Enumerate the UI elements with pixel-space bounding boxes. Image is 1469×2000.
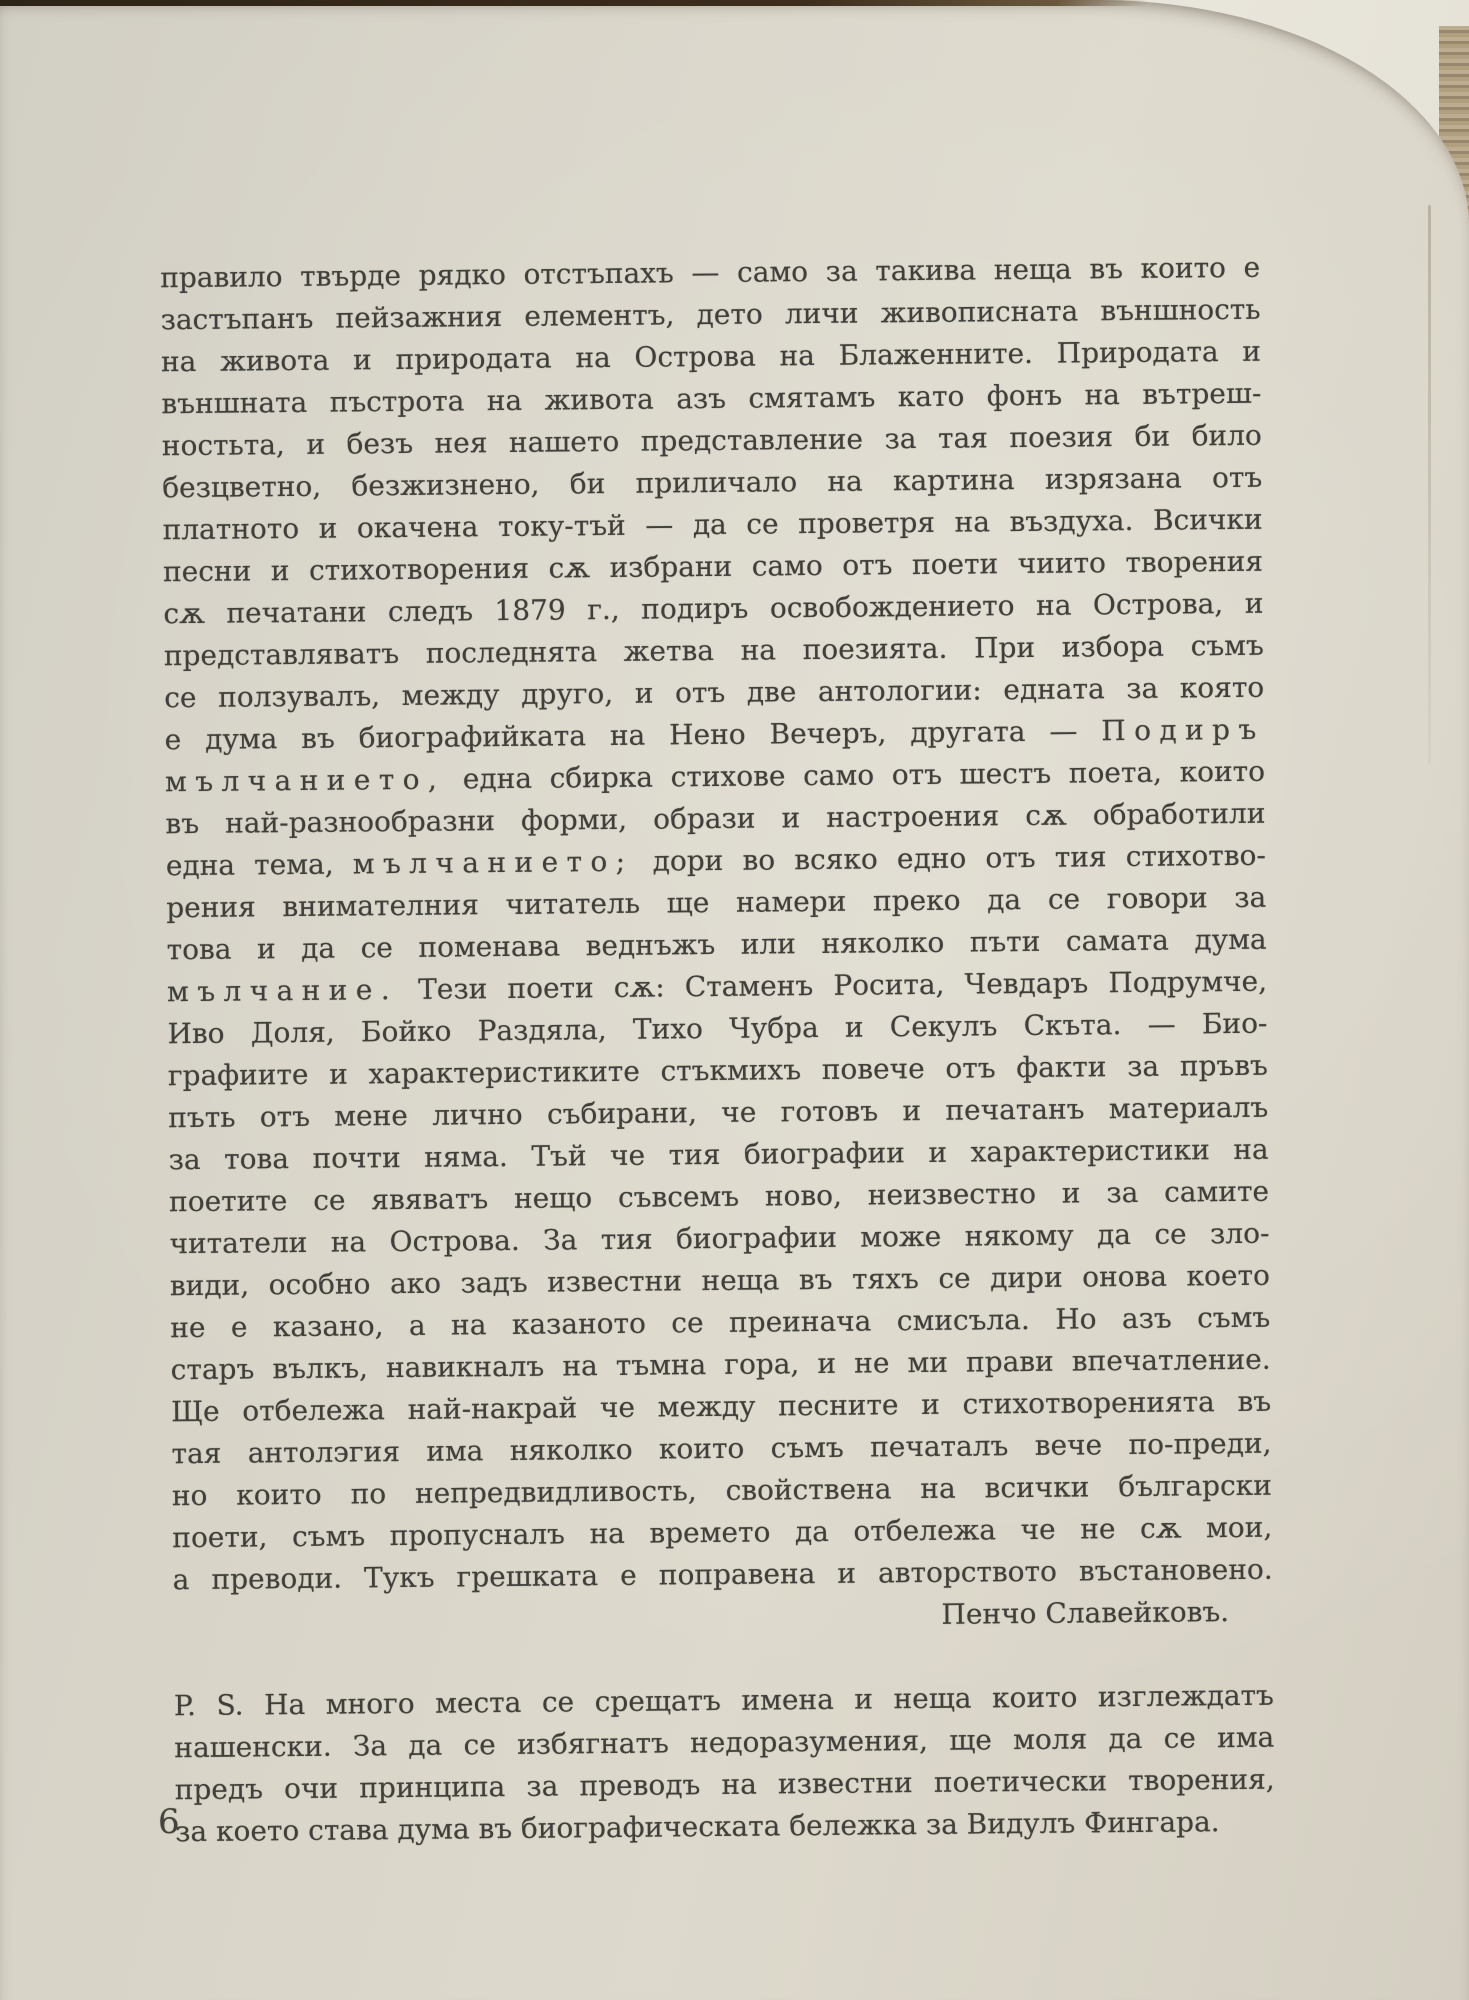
text-segment: а преводи. Тукъ грешката е поправена и авторството въстановено.: [172, 1552, 1273, 1597]
text-segment: застъпанъ пейзажния елементъ, дето личи живописната външность: [160, 292, 1261, 337]
postscript-line: нашенски. За да се избягнатъ недоразумения, ще моля да се има: [174, 1720, 1275, 1765]
foreword-paragraph: [160, 247, 1273, 1601]
text-segment: Тези поети сѫ: Стаменъ Росита, Чевдаръ Подрумче,: [397, 964, 1268, 1007]
text-segment: въ най-разнообразни форми, образи и настроения сѫ обработили: [165, 796, 1266, 841]
text-segment: графиите и характеристиките стъкмихъ повече отъ факти за пръвъ: [167, 1048, 1268, 1093]
text-segment: платното и окачена току-тъй — да се проветря на въздуха. Всички: [162, 502, 1263, 547]
text-segment: ностьта, и безъ нея нашето представление за тая поезия би било: [161, 418, 1262, 463]
signature-line: Пенчо Славейковъ.: [941, 1595, 1230, 1631]
emphasized-word: мълчание.: [166, 973, 399, 1009]
text-segment: старъ вълкъ, навикналъ на тъмна гора, и не ми прави впечатление.: [170, 1342, 1271, 1387]
text-segment: дори во всяко едно отъ тия стихотво-: [633, 838, 1266, 878]
text-segment: тая антолэгия има няколко които съмъ печаталъ вече по-преди,: [171, 1426, 1272, 1471]
text-segment: за това почти няма. Тъй че тия биографии и характеристики на: [168, 1132, 1269, 1177]
emphasized-word: Подиръ: [1101, 712, 1265, 748]
page-crease: [1428, 205, 1431, 765]
text-segment: поетите се явяватъ нещо съвсемъ ново, неизвестно и за самите: [168, 1174, 1270, 1219]
postscript-line: предъ очи принципа за преводъ на известни поетически творения,: [174, 1762, 1275, 1807]
photo-top-edge: [0, 0, 1148, 6]
text-segment: пъть отъ мене лично събирани, че готовъ и печатанъ материалъ: [168, 1090, 1269, 1135]
text-segment: рения внимателния читатель ще намери преко да се говори за: [166, 880, 1267, 925]
text-segment: е дума въ биографийката на Нено Вечеръ, другата —: [164, 714, 1102, 757]
text-segment: една тема,: [165, 847, 353, 883]
foreword-text-block: [160, 247, 1275, 1853]
emphasized-word: мълчанието,: [164, 762, 446, 799]
text-segment: не е казано, а на казаното се преинача смисъла. Но азъ съмъ: [170, 1300, 1271, 1345]
text-segment: Иво Доля, Бойко Раздяла, Тихо Чубра и Секулъ Скъта. — Био-: [167, 1006, 1268, 1051]
text-segment: правило твърде рядко отстъпахъ — само за такива неща въ които е: [160, 250, 1261, 295]
page-number: 6: [158, 1802, 180, 1842]
text-segment: види, особно ако задъ известни неща въ тяхъ се дири онова което: [169, 1258, 1271, 1303]
text-segment: това и да се поменава веднъжъ или няколко пъти самата дума: [166, 922, 1267, 967]
text-segment: външната пъстрота на живота азъ смятамъ като фонъ на вътреш-: [161, 376, 1262, 421]
postscript-line: за което става дума въ биографическата бележка за Видулъ Фингара.: [174, 1805, 1220, 1849]
text-segment: читатели на Острова. За тия биографии може някому да се зло-: [169, 1216, 1270, 1261]
emphasized-word: мълчанието;: [352, 844, 634, 881]
text-segment: представляватъ последнята жетва на поезията. При избора съмъ: [163, 628, 1264, 673]
text-segment: сѫ печатани следъ 1879 г., подиръ освобождението на Острова, и: [163, 586, 1264, 631]
text-segment: една сбирка стихове само отъ шестъ поета, които: [445, 754, 1266, 796]
text-segment: на живота и природата на Острова на Блаженните. Природата и: [160, 334, 1262, 379]
text-segment: песни и стихотворения сѫ избрани само отъ поети чиито творения: [162, 544, 1264, 589]
text-segment: безцветно, безжизнено, би приличало на картина изрязана отъ: [162, 460, 1263, 505]
text-segment: поети, съмъ пропусналъ на времето да отбележа че не сѫ мои,: [172, 1510, 1273, 1555]
text-segment: но които по непредвидливость, свойствена на всички български: [171, 1468, 1273, 1513]
text-segment: Ще отбележа най-накрай че между песните и стихотворенията въ: [170, 1384, 1272, 1429]
postscript-paragraph: [174, 1675, 1276, 1854]
postscript-line: P. S. На много места се срещатъ имена и неща които изглеждатъ: [173, 1678, 1275, 1723]
text-segment: се ползувалъ, между друго, и отъ две антологии: едната за която: [164, 670, 1265, 715]
